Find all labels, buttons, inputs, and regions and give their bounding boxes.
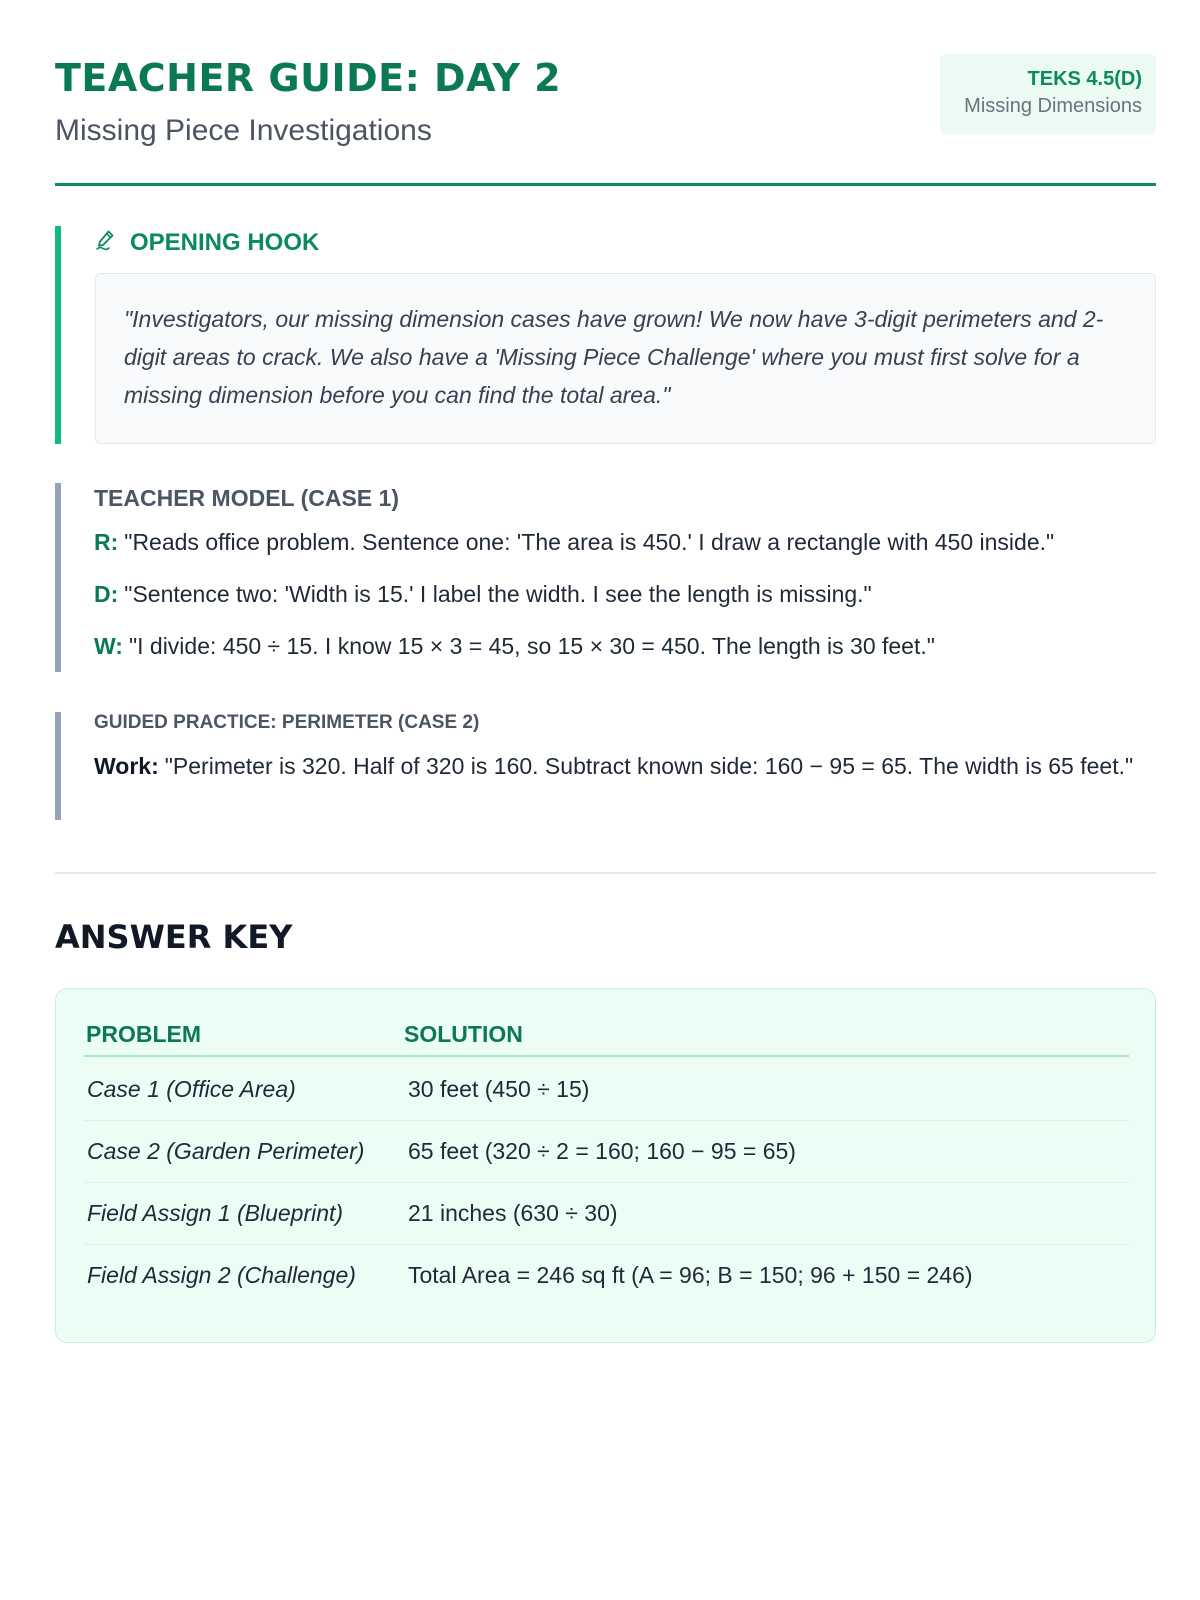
solution-cell: 21 inches (630 ÷ 30) — [408, 1200, 618, 1226]
answer-key-title: ANSWER KEY — [55, 918, 293, 956]
model-step-read — [94, 529, 1054, 556]
problem-cell: Case 1 (Office Area) — [87, 1076, 296, 1102]
opening-hook-title: OPENING HOOK — [130, 229, 320, 256]
pencil-icon — [94, 228, 116, 259]
page-header — [55, 0, 1156, 186]
solution-cell: 30 feet (450 ÷ 15) — [408, 1076, 590, 1102]
guided-practice-text: "Perimeter is 320. Half of 320 is 160. Subtract known side: 160 − 95 = 65. The width is 65 feet." — [164, 753, 1134, 779]
opening-hook-section — [55, 226, 1156, 444]
teks-code: TEKS 4.5(D) — [1027, 68, 1142, 90]
model-step-label: W: — [94, 633, 123, 659]
solution-cell: Total Area = 246 sq ft (A = 96; B = 150; 96 + 150 = 246) — [408, 1262, 973, 1288]
table-row — [84, 1059, 1129, 1121]
model-step-label: D: — [94, 581, 119, 607]
problem-cell: Field Assign 1 (Blueprint) — [87, 1200, 344, 1226]
guided-practice-label: Work: — [94, 753, 159, 779]
teacher-guide-page — [55, 0, 1156, 1288]
model-step-text: "Sentence two: 'Width is 15.' I label the width. I see the length is missing." — [124, 581, 872, 607]
teacher-model-title: TEACHER MODEL (CASE 1) — [94, 485, 399, 511]
model-step-write — [94, 633, 935, 660]
problem-cell: Case 2 (Garden Perimeter) — [87, 1138, 365, 1164]
model-step-text: "Reads office problem. Sentence one: 'The area is 450.' I draw a rectangle with 450 inside." — [124, 529, 1055, 555]
section-divider — [55, 872, 1156, 874]
guided-practice-title: GUIDED PRACTICE: PERIMETER (CASE 2) — [94, 712, 480, 733]
opening-hook-heading — [94, 226, 319, 260]
solution-cell: 65 feet (320 ÷ 2 = 160; 160 − 95 = 65) — [408, 1138, 796, 1164]
table-row — [84, 1245, 1129, 1307]
opening-hook-quote: "Investigators, our missing dimension cases have grown! We now have 3-digit perimeters and 2-digit areas to crack. We also have a 'Missing Piece Challenge' where you must first solve for a missing dimension before you can find the total area." — [95, 273, 1156, 444]
teks-label: Missing Dimensions — [964, 95, 1142, 117]
page-subtitle: Missing Piece Investigations — [55, 114, 432, 147]
problem-column-header: PROBLEM — [86, 1021, 201, 1047]
guided-practice-section — [55, 712, 1156, 820]
solution-column-header: SOLUTION — [404, 1021, 523, 1047]
problem-cell: Field Assign 2 (Challenge) — [87, 1262, 356, 1288]
answer-key-table — [55, 988, 1156, 1343]
teks-badge — [940, 54, 1156, 134]
table-row — [84, 1183, 1129, 1245]
model-step-text: "I divide: 450 ÷ 15. I know 15 × 3 = 45, so 15 × 30 = 450. The length is 30 feet." — [128, 633, 935, 659]
teacher-model-section — [55, 483, 1156, 672]
model-step-label: R: — [94, 529, 119, 555]
table-row — [84, 1121, 1129, 1183]
guided-practice-work — [94, 750, 1156, 783]
answer-key-header-row — [84, 1009, 1129, 1057]
page-title: TEACHER GUIDE: DAY 2 — [55, 56, 562, 100]
model-step-draw — [94, 581, 872, 608]
